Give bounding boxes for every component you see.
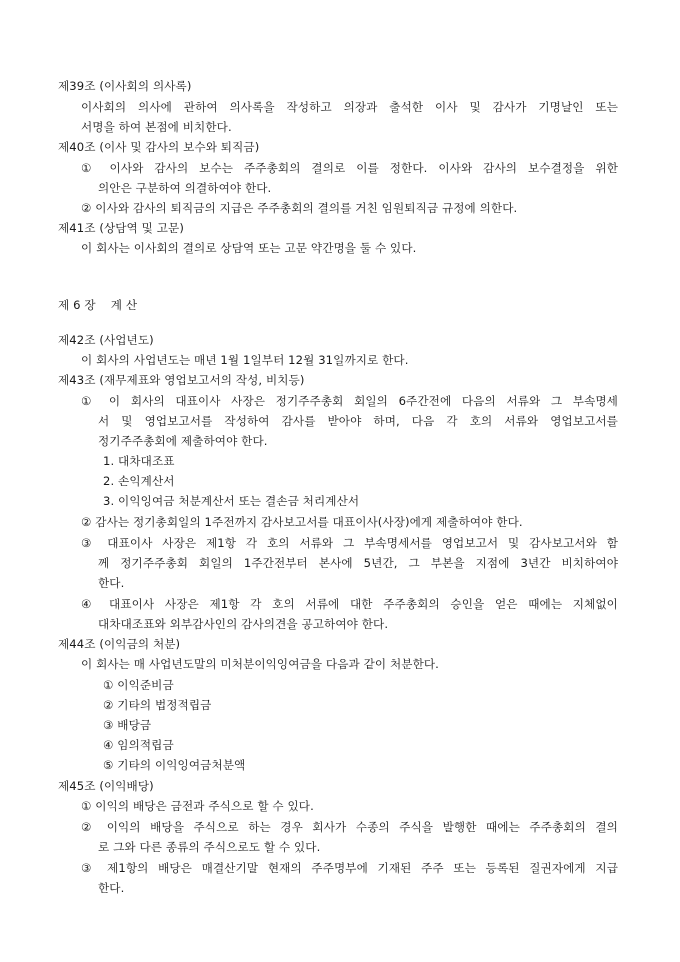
article-44-text: 이 회사는 매 사업년도말의 미처분이익잉여금을 다음과 같이 처분한다. (81, 657, 439, 671)
article-40-clause-1: 의안은 구분하여 의결하여야 한다. (98, 181, 272, 195)
article-45-clause-3: 한다. (98, 881, 125, 895)
article-43-clause-3: 께 정기주주총회 회일의 1주간전부터 본사에 5년간, 그 부본을 지점에 3년간 비치하여야 (98, 556, 618, 570)
article-43-clause-3: 한다. (98, 576, 125, 590)
article-43-clause-4: ④ 대표이사 사장은 제1항 각 호의 서류에 대한 주주총회의 승인을 얻은 때에는 지체없이 (81, 597, 618, 611)
article-39-text: 서명을 하여 본점에 비치한다. (81, 120, 232, 134)
list-item: ① 이익준비금 (103, 678, 174, 692)
article-43-clause-3: ③ 대표이사 사장은 제1항 각 호의 서류와 그 부속명세서를 영업보고서 및 감사보고서와 함 (81, 536, 618, 550)
article-42-text: 이 회사의 사업년도는 매년 1월 1일부터 12월 31일까지로 한다. (81, 353, 409, 367)
chapter-heading: 제 6 장 계 산 (58, 298, 138, 312)
article-41-heading: 제41조 (상담역 및 고문) (58, 221, 184, 235)
article-43-clause-1: 서 및 영업보고서를 작성하여 감사를 받아야 하며, 다음 각 호의 서류와 영업보고서를 (98, 414, 618, 428)
article-45-heading: 제45조 (이익배당) (58, 779, 154, 793)
list-item: 3. 이익잉여금 처분계산서 또는 결손금 처리계산서 (103, 494, 360, 508)
article-45-clause-2: ② 이익의 배당을 주식으로 하는 경우 회사가 수종의 주식을 발행한 때에는 주주총회의 결의 (81, 820, 618, 834)
article-45-clause-3: ③ 제1항의 배당은 매결산기말 현재의 주주명부에 기재된 주주 또는 등록된 질권자에게 지급 (81, 861, 618, 875)
list-item: ④ 임의적립금 (103, 738, 174, 752)
article-43-clause-4: 대차대조표와 외부감사인의 감사의견을 공고하여야 한다. (98, 617, 389, 631)
article-45-clause-2: 로 그와 다른 종류의 주식으로도 할 수 있다. (98, 840, 321, 854)
article-42-heading: 제42조 (사업년도) (58, 333, 154, 347)
list-item: ③ 배당금 (103, 718, 152, 732)
article-43-clause-1: ① 이 회사의 대표이사 사장은 정기주주총회 회일의 6주간전에 다음의 서류와 그 부속명세 (81, 394, 618, 408)
list-item: 1. 대차대조표 (103, 454, 175, 468)
article-44-heading: 제44조 (이익금의 처분) (58, 637, 181, 651)
list-item: 2. 손익계산서 (103, 474, 175, 488)
article-43-heading: 제43조 (재무제표와 영업보고서의 작성, 비치등) (58, 373, 305, 387)
article-45-clause-1: ① 이익의 배당은 금전과 주식으로 할 수 있다. (81, 799, 314, 813)
article-40-clause-2: ② 이사와 감사의 퇴직금의 지급은 주주총회의 결의를 거친 임원퇴직금 규정에 의한다. (81, 201, 518, 215)
article-41-text: 이 회사는 이사회의 결의로 상담역 또는 고문 약간명을 둘 수 있다. (81, 241, 417, 255)
article-39-heading: 제39조 (이사회의 의사록) (58, 79, 192, 93)
list-item: ⑤ 기타의 이익잉여금처분액 (103, 758, 246, 772)
article-43-clause-1: 정기주주총회에 제출하여야 한다. (98, 434, 268, 448)
list-item: ② 기타의 법정적립금 (103, 698, 212, 712)
article-43-clause-2: ② 감사는 정기총회일의 1주전까지 감사보고서를 대표이사(사장)에게 제출하여야 한다. (81, 515, 523, 529)
article-39-text: 이사회의 의사에 관하여 의사록을 작성하고 의장과 출석한 이사 및 감사가 기명날인 또는 (81, 100, 618, 114)
article-40-clause-1: ① 이사와 감사의 보수는 주주총회의 결의로 이를 정한다. 이사와 감사의 보수결정을 위한 (81, 161, 618, 175)
article-40-heading: 제40조 (이사 및 감사의 보수와 퇴직금) (58, 140, 260, 154)
